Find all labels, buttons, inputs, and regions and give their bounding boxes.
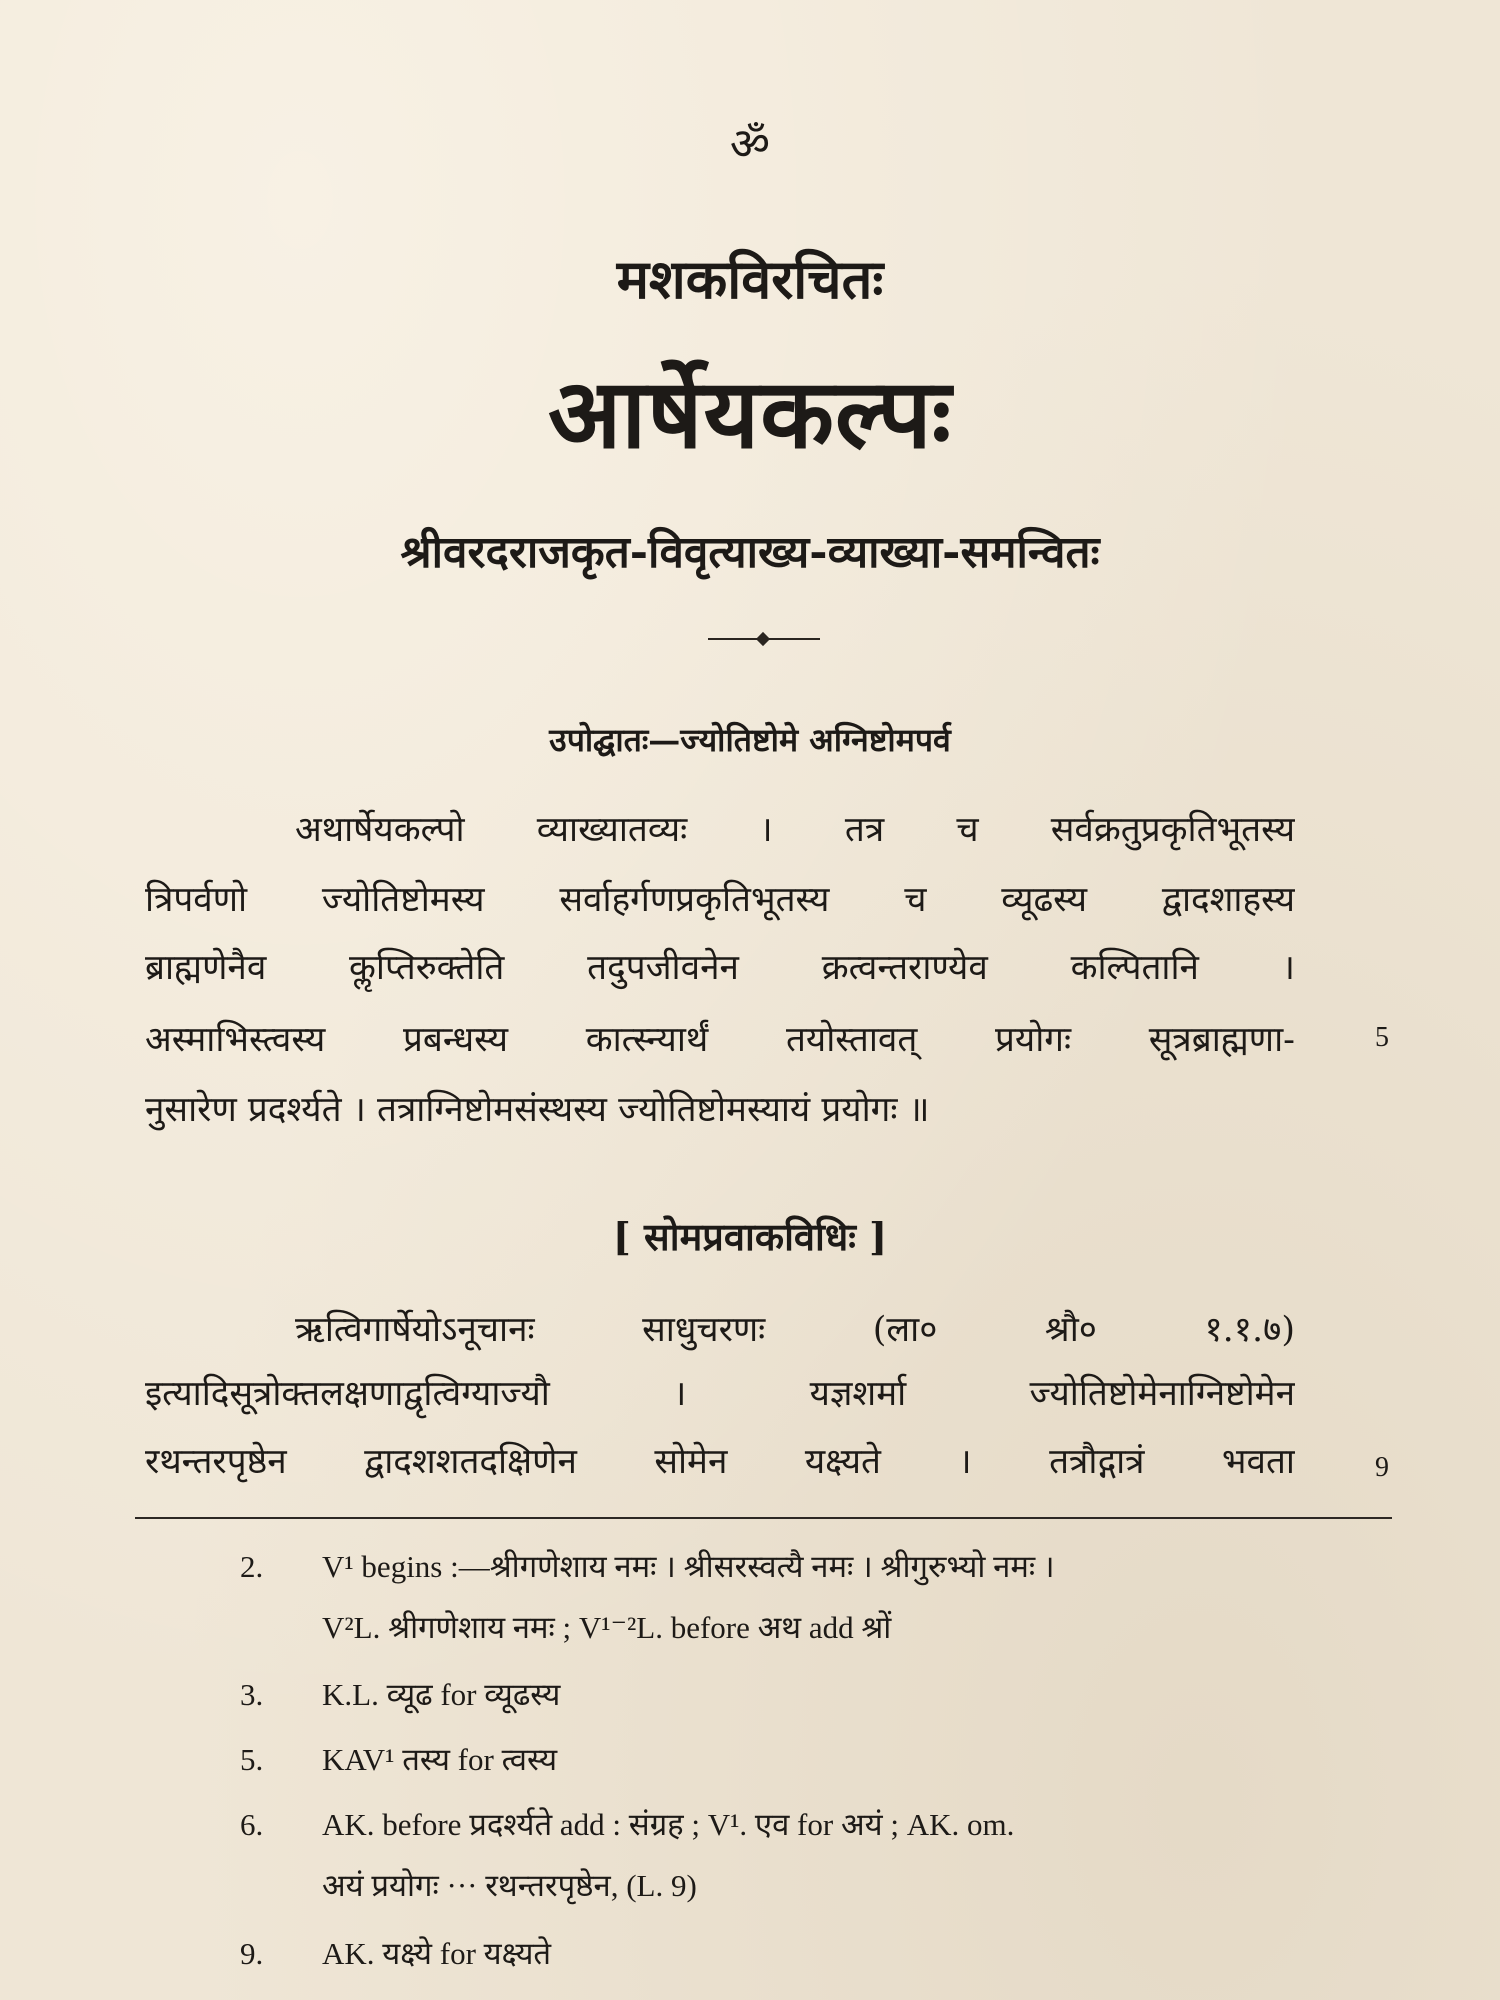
footnote [240,1803,1014,1845]
text-line: ऋत्विगार्षेयोऽनूचानः साधुचरणः (ला० श्रौ० १.१.७) [295,1310,1295,1350]
footnote-text: AK. यक्ष्ये for यक्ष्यते [322,1936,552,1971]
footnote-number: 6. [240,1807,264,1842]
footnote-text: K.L. व्यूढ for व्यूढस्य [322,1677,561,1712]
text-line: नुसारेण प्रदर्श्यते । तत्राग्निष्टोमसंस्थस्य ज्योतिष्टोमस्यायं प्रयोगः ॥ [145,1090,930,1130]
soma-heading: [ सोमप्रवाकविधिः ] [612,1214,888,1259]
footnote-text: KAV¹ तस्य for त्वस्य [322,1742,558,1777]
ornament-divider [708,638,820,640]
footnote-number: 2. [240,1549,264,1584]
footnote-rule [135,1517,1392,1519]
line-number: 5 [1375,1022,1389,1053]
om-symbol: ॐ [729,119,771,170]
text-line: ब्राह्मणेनैव कॢप्तिरुक्तेति तदुपजीवनेन क्रत्वन्तराण्येव कल्पितानि । [145,948,1295,988]
footnote-number: 5. [240,1742,264,1777]
footnote-continuation: अयं प्रयोगः ··· रथन्तरपृष्ठेन, (L. 9) [322,1868,697,1903]
footnote [240,1545,1055,1587]
footnote [240,1932,551,1974]
text-line: त्रिपर्वणो ज्योतिष्टोमस्य सर्वाहर्गणप्रकृतिभूतस्य च व्यूढस्य द्वादशाहस्य [145,880,1295,920]
footnote-number: 9. [240,1936,264,1971]
footnote-text: AK. before प्रदर्श्यते add : संग्रह ; V¹. एव for अयं ; AK. om. [322,1807,1015,1842]
author-line: मशकविरचितः [616,247,884,311]
text-line: अथार्षेयकल्पो व्याख्यातव्यः । तत्र च सर्वक्रतुप्रकृतिभूतस्य [295,810,1295,850]
footnote-continuation: V²L. श्रीगणेशाय नमः ; V¹⁻²L. before अथ add श्रों [322,1610,892,1645]
book-title: आर्षेयकल्पः [547,357,953,470]
book-subtitle: श्रीवरदराजकृत-विवृत्याख्य-व्याख्या-समन्वितः [400,527,1100,578]
section-heading: उपोद्घातः—ज्योतिष्टोमे अग्निष्टोमपर्व [549,721,951,759]
text-line: अस्माभिस्त्वस्य प्रबन्धस्य कात्स्न्यार्थं तयोस्तावत् प्रयोगः सूत्रब्राह्मणा- [145,1020,1295,1060]
line-number: 9 [1375,1452,1389,1483]
footnote-number: 3. [240,1677,264,1712]
footnote [240,1738,557,1780]
text-line: रथन्तरपृष्ठेन द्वादशशतदक्षिणेन सोमेन यक्ष्यते । तत्रौद्गात्रं भवता [145,1442,1295,1482]
footnote-text: V¹ begins :—श्रीगणेशाय नमः । श्रीसरस्वत्यै नमः । श्रीगुरुभ्यो नमः । [322,1549,1055,1584]
text-line: इत्यादिसूत्रोक्तलक्षणाद्वृत्विग्याज्यौ । यज्ञशर्मा ज्योतिष्टोमेनाग्निष्टोमेन [145,1374,1295,1414]
footnote [240,1673,560,1715]
